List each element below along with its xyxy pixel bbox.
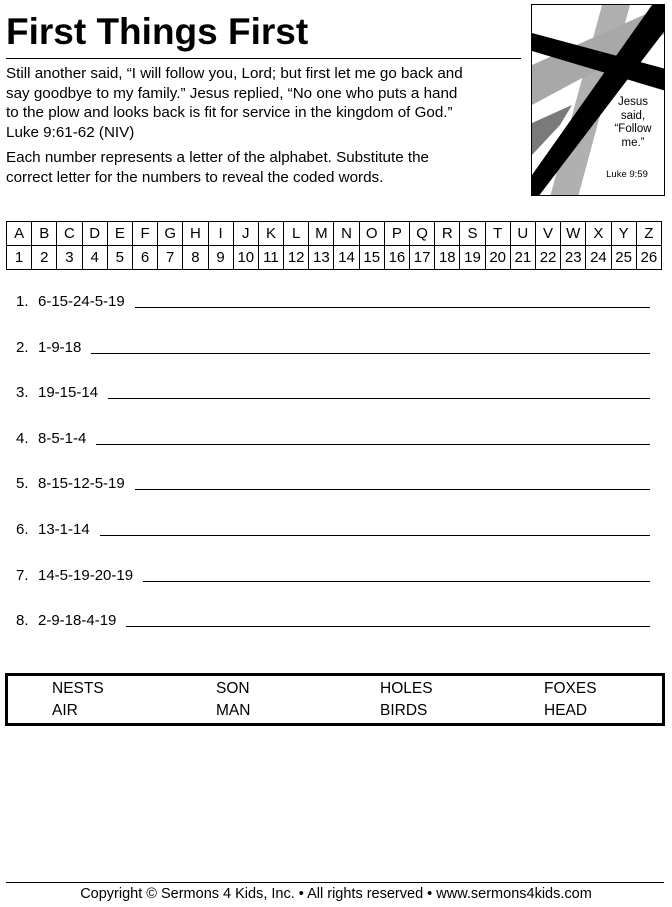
key-letter-cell: L xyxy=(284,222,309,246)
key-number-cell: 10 xyxy=(233,246,258,270)
question-code: 1-9-18 xyxy=(38,339,82,356)
key-letter-cell: E xyxy=(107,222,132,246)
cross-illustration xyxy=(531,4,665,196)
key-number-cell: 20 xyxy=(485,246,510,270)
question-5 xyxy=(16,468,650,492)
word-bank-word: MAN xyxy=(216,702,251,719)
key-number-cell: 1 xyxy=(7,246,32,270)
key-number-cell: 15 xyxy=(359,246,384,270)
answer-line[interactable] xyxy=(91,352,650,354)
art-quote xyxy=(602,96,664,150)
key-number-cell: 9 xyxy=(208,246,233,270)
footer-divider xyxy=(6,882,664,883)
key-letter-cell: C xyxy=(57,222,82,246)
instructions-line: Each number represents a letter of the alphabet. Substitute the xyxy=(6,149,429,166)
question-code: 13-1-14 xyxy=(38,521,90,538)
key-letter-cell: G xyxy=(158,222,183,246)
key-number-cell: 5 xyxy=(107,246,132,270)
key-number-cell: 23 xyxy=(561,246,586,270)
key-number-cell: 18 xyxy=(435,246,460,270)
key-number-cell: 14 xyxy=(334,246,359,270)
key-letter-cell: K xyxy=(258,222,283,246)
art-quote-line: me.” xyxy=(621,136,645,149)
key-number-cell: 12 xyxy=(284,246,309,270)
key-letter-cell: U xyxy=(510,222,535,246)
art-quote-line: “Follow xyxy=(614,123,652,135)
key-letter-cell: S xyxy=(460,222,485,246)
word-bank-word: NESTS xyxy=(52,680,104,697)
question-1 xyxy=(16,286,650,310)
key-number-row xyxy=(7,246,662,270)
answer-line[interactable] xyxy=(100,534,650,536)
answer-line[interactable] xyxy=(135,306,650,308)
key-letter-cell: J xyxy=(233,222,258,246)
instructions xyxy=(6,148,526,187)
word-bank-word: HEAD xyxy=(544,702,588,719)
question-number: 8. xyxy=(16,612,29,629)
question-number: 7. xyxy=(16,567,29,584)
key-number-cell: 21 xyxy=(510,246,535,270)
key-letter-cell: I xyxy=(208,222,233,246)
question-number: 2. xyxy=(16,339,29,356)
key-letter-cell: D xyxy=(82,222,107,246)
scripture-line: say goodbye to my family.” Jesus replied, “No one who puts a hand xyxy=(6,84,458,102)
key-number-cell: 3 xyxy=(57,246,82,270)
key-letter-cell: H xyxy=(183,222,208,246)
key-letter-cell: M xyxy=(309,222,334,246)
key-number-cell: 7 xyxy=(158,246,183,270)
key-number-cell: 19 xyxy=(460,246,485,270)
key-letter-cell: V xyxy=(535,222,560,246)
art-quote-line: said, xyxy=(620,109,646,122)
answer-line[interactable] xyxy=(126,625,650,627)
question-code: 6-15-24-5-19 xyxy=(38,293,125,310)
question-number: 6. xyxy=(16,521,29,538)
art-quote-line: Jesus xyxy=(617,96,649,108)
key-letter-cell: T xyxy=(485,222,510,246)
question-code: 2-9-18-4-19 xyxy=(38,612,117,629)
question-8 xyxy=(16,605,650,629)
question-number: 3. xyxy=(16,384,29,401)
question-code: 8-15-12-5-19 xyxy=(38,475,125,492)
instructions-line: correct letter for the numbers to reveal the coded words. xyxy=(6,168,384,186)
key-letter-row xyxy=(7,222,662,246)
key-letter-cell: A xyxy=(7,222,32,246)
key-number-cell: 25 xyxy=(611,246,636,270)
answer-line[interactable] xyxy=(108,397,650,399)
key-letter-cell: B xyxy=(32,222,57,246)
key-letter-cell: Z xyxy=(636,222,661,246)
key-number-cell: 6 xyxy=(132,246,157,270)
word-bank-word: HOLES xyxy=(380,680,433,697)
question-number: 4. xyxy=(16,430,29,447)
scripture-line: to the plow and looks back is fit for service in the kingdom of God.” xyxy=(6,104,453,122)
question-2 xyxy=(16,332,650,356)
title-divider xyxy=(6,58,521,59)
key-letter-cell: X xyxy=(586,222,611,246)
question-number: 5. xyxy=(16,475,29,492)
key-number-cell: 13 xyxy=(309,246,334,270)
art-reference: Luke 9:59 xyxy=(606,169,648,180)
question-7 xyxy=(16,560,650,584)
key-number-cell: 26 xyxy=(636,246,661,270)
scripture-passage xyxy=(6,64,526,143)
key-letter-cell: Y xyxy=(611,222,636,246)
key-number-cell: 16 xyxy=(384,246,409,270)
key-number-cell: 17 xyxy=(410,246,435,270)
key-letter-cell: W xyxy=(561,222,586,246)
question-code: 8-5-1-4 xyxy=(38,430,87,447)
scripture-reference: Luke 9:61-62 (NIV) xyxy=(6,124,135,142)
answer-line[interactable] xyxy=(135,488,650,490)
key-number-cell: 8 xyxy=(183,246,208,270)
question-code: 19-15-14 xyxy=(38,384,99,401)
key-number-cell: 4 xyxy=(82,246,107,270)
key-letter-cell: F xyxy=(132,222,157,246)
key-letter-cell: Q xyxy=(410,222,435,246)
word-bank-word: AIR xyxy=(52,702,78,719)
question-code: 14-5-19-20-19 xyxy=(38,567,134,584)
page-title: First Things First xyxy=(6,11,309,52)
key-number-cell: 11 xyxy=(258,246,283,270)
alphabet-key-table xyxy=(6,221,662,270)
key-number-cell: 2 xyxy=(32,246,57,270)
key-letter-cell: R xyxy=(435,222,460,246)
question-3 xyxy=(16,377,650,401)
scripture-line: Still another said, “I will follow you, Lord; but first let me go back and xyxy=(6,65,463,82)
key-letter-cell: N xyxy=(334,222,359,246)
key-letter-cell: P xyxy=(384,222,409,246)
key-number-cell: 22 xyxy=(535,246,560,270)
key-letter-cell: O xyxy=(359,222,384,246)
word-bank-word: SON xyxy=(216,680,250,697)
answer-line[interactable] xyxy=(143,580,650,582)
question-6 xyxy=(16,514,650,538)
word-bank-word: FOXES xyxy=(544,680,597,697)
question-4 xyxy=(16,423,650,447)
key-number-cell: 24 xyxy=(586,246,611,270)
question-number: 1. xyxy=(16,293,29,310)
answer-line[interactable] xyxy=(96,443,650,445)
word-bank xyxy=(5,673,665,726)
word-bank-word: BIRDS xyxy=(380,702,428,719)
copyright-footer: Copyright © Sermons 4 Kids, Inc. • All rights reserved • www.sermons4kids.com xyxy=(80,886,592,902)
